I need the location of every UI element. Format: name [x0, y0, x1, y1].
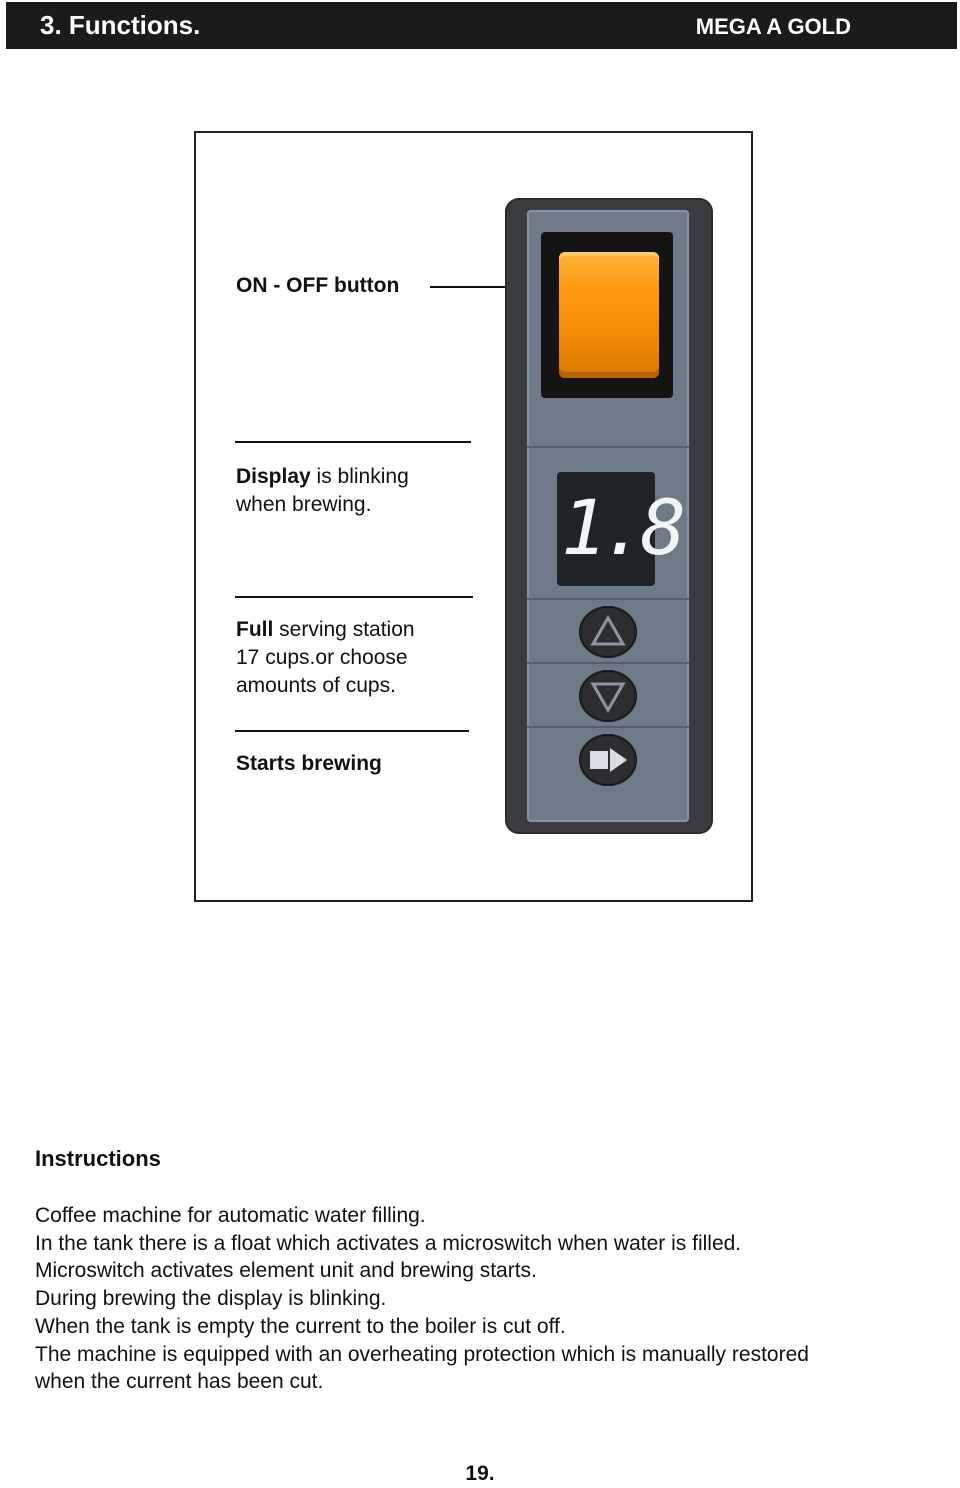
start-brew-button[interactable] [579, 734, 637, 786]
on-off-switch-bezel [541, 232, 673, 398]
control-panel-face [527, 210, 689, 822]
panel-divider [527, 598, 689, 600]
label-display-bold: Display [236, 465, 311, 488]
instruction-line: The machine is equipped with an overheating protection which is manually restored [35, 1342, 809, 1366]
label-starts-brewing: Starts brewing [236, 752, 382, 775]
separator-line-full [235, 596, 473, 598]
label-full-bold: Full [236, 618, 274, 641]
led-display [557, 472, 681, 586]
down-arrow-icon [579, 670, 637, 722]
panel-divider [527, 662, 689, 664]
label-full-line2: 17 cups.or choose [236, 646, 408, 669]
label-display [236, 463, 409, 519]
separator-line-starts [235, 730, 469, 732]
led-display-value: 1.8 [561, 483, 681, 572]
instructions-heading: Instructions [35, 1146, 161, 1171]
control-panel [505, 198, 713, 834]
up-arrow-icon [579, 606, 637, 658]
panel-divider [527, 446, 689, 448]
header-bar [6, 2, 957, 49]
instruction-line: During brewing the display is blinking. [35, 1287, 387, 1311]
instruction-line: when the current has been cut. [35, 1370, 324, 1394]
panel-divider [527, 726, 689, 728]
section-title: 3. Functions. [40, 10, 201, 40]
label-display-line2: when brewing. [236, 493, 372, 516]
instruction-line: Microswitch activates element unit and brewing starts. [35, 1259, 537, 1283]
on-off-switch[interactable] [559, 252, 659, 378]
down-button[interactable] [579, 670, 637, 722]
label-full [236, 616, 415, 700]
instructions-list [35, 1202, 915, 1396]
model-name: MEGA A GOLD [695, 14, 851, 39]
instruction-line: When the tank is empty the current to the boiler is cut off. [35, 1314, 566, 1338]
page-number: 19. [465, 1462, 495, 1485]
separator-line-display [235, 441, 471, 443]
label-full-line3: amounts of cups. [236, 674, 396, 697]
label-on-off: ON - OFF button [236, 274, 400, 297]
start-brew-icon [579, 734, 637, 786]
up-button[interactable] [579, 606, 637, 658]
label-display-rest: is blinking [310, 465, 409, 488]
label-full-rest: serving station [273, 618, 415, 641]
instruction-line: In the tank there is a float which activates a microswitch when water is filled. [35, 1231, 742, 1255]
instruction-line: Coffee machine for automatic water filling. [35, 1204, 426, 1227]
